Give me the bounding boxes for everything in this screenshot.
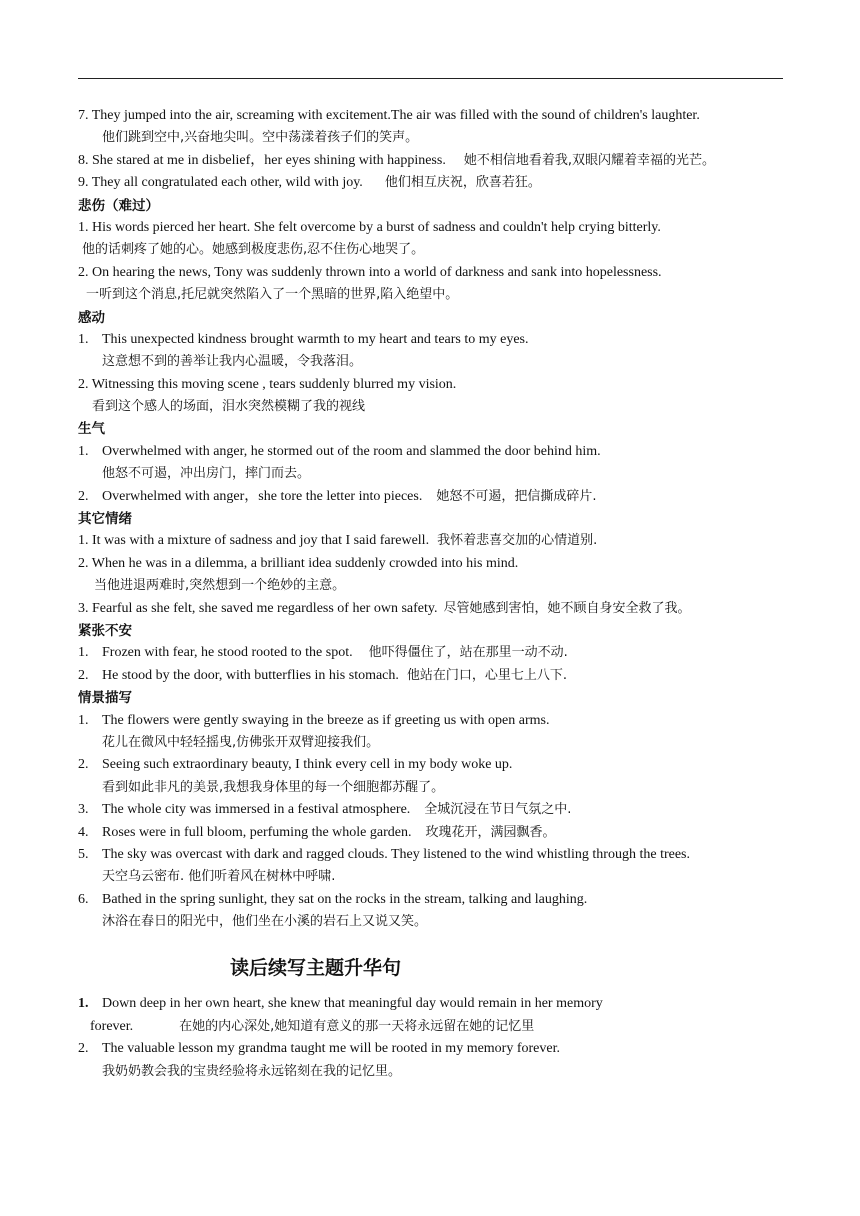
sentence-line: [78, 530, 793, 552]
translation-line: [78, 575, 793, 597]
translation-line: [78, 1061, 793, 1083]
chinese-translation: 看到如此非凡的美景,我想我身体里的每一个细胞都苏醒了。: [102, 779, 445, 795]
section-title-row: [78, 933, 793, 993]
translation-line: [78, 732, 793, 754]
english-sentence: 9. They all congratulated each other, wild with joy.: [78, 175, 363, 191]
item-number: 2.: [78, 488, 89, 504]
item-number: 1.: [78, 645, 89, 661]
chinese-translation: 他的话刺疼了她的心。她感到极度悲伤,忍不住伤心地哭了。: [82, 242, 425, 258]
category-heading: 感动: [78, 309, 105, 326]
item-number: 6.: [78, 891, 89, 907]
english-sentence: Overwhelmed with anger, he stormed out of the room and slammed the door behind him.: [102, 443, 601, 459]
chinese-translation: 全城沉浸在节日气氛之中.: [424, 802, 572, 818]
chinese-translation: 他们相互庆祝，欣喜若狂。: [384, 175, 541, 191]
header-rule: [78, 78, 783, 79]
category-heading: 紧张不安: [78, 622, 132, 639]
english-sentence: Bathed in the spring sunlight, they sat on the rocks in the stream, talking and laughing.: [102, 891, 588, 907]
sentence-line: [78, 553, 793, 575]
english-sentence: 1. His words pierced her heart. She felt overcome by a burst of sadness and couldn't help crying bitterly.: [78, 219, 661, 235]
translation-line: [78, 911, 793, 933]
english-sentence: 8. She stared at me in disbelief，her eyes shining with happiness.: [78, 152, 446, 168]
chinese-translation: 我怀着悲喜交加的心情道别.: [437, 533, 598, 549]
translation-line: [78, 396, 793, 418]
chinese-translation: 在她的内心深处,她知道有意义的那一天将永远留在她的记忆里: [179, 1018, 535, 1034]
category-heading: 情景描写: [78, 690, 132, 707]
sentence-line: [78, 993, 793, 1015]
translation-line: [78, 351, 793, 373]
chinese-translation: 她怒不可遏，把信撕成碎片.: [436, 488, 597, 504]
sentence-line: [78, 217, 793, 239]
item-number: 2.: [78, 1041, 89, 1057]
sentence-line: [78, 486, 793, 508]
english-sentence: 2. Witnessing this moving scene , tears suddenly blurred my vision.: [78, 376, 457, 392]
chinese-translation: 他怒不可遏，冲出房门，摔门而去。: [102, 466, 311, 482]
english-sentence: He stood by the door, with butterflies in his stomach.: [102, 667, 399, 683]
item-number: 2.: [78, 667, 89, 683]
sentence-line: [78, 844, 793, 866]
chinese-translation: 一听到这个消息,托尼就突然陷入了一个黑暗的世界,陷入绝望中。: [86, 287, 459, 303]
translation-line: [78, 239, 793, 261]
sentence-line: [78, 665, 793, 687]
item-number: 5.: [78, 846, 89, 862]
sentence-line: [78, 822, 793, 844]
translation-line: [78, 777, 793, 799]
chinese-translation: 当他进退两难时,突然想到一个绝妙的主意。: [94, 578, 346, 594]
sentence-line: [78, 754, 793, 776]
english-sentence: 1. It was with a mixture of sadness and joy that I said farewell.: [78, 533, 430, 549]
sentence-line: [78, 374, 793, 396]
english-sentence: The whole city was immersed in a festival atmosphere.: [102, 802, 411, 818]
translation-line: [78, 127, 793, 149]
english-sentence: The sky was overcast with dark and ragged clouds. They listened to the wind whistling through the trees.: [102, 846, 690, 862]
chinese-translation: 我奶奶教会我的宝贵经验将永远铭刻在我的记忆里。: [102, 1063, 402, 1079]
english-sentence: Seeing such extraordinary beauty, I think every cell in my body woke up.: [102, 757, 513, 773]
sentence-line: [78, 441, 793, 463]
category-heading: 其它情绪: [78, 511, 132, 528]
english-sentence: Frozen with fear, he stood rooted to the spot.: [102, 645, 353, 661]
sentence-line: [78, 172, 793, 194]
chinese-translation: 尽管她感到害怕，她不顾自身安全救了我。: [443, 600, 691, 616]
sentence-line: [78, 889, 793, 911]
category-heading: 悲伤（难过）: [78, 197, 159, 214]
chinese-translation: 他站在门口，心里七上八下.: [406, 667, 568, 683]
chinese-translation: 这意想不到的善举让我内心温暖，令我落泪。: [102, 354, 363, 370]
sentence-line: [78, 105, 793, 127]
chinese-translation: 花儿在微风中轻轻摇曳,仿佛张开双臂迎接我们。: [102, 734, 380, 750]
chinese-translation: 沐浴在春日的阳光中，他们坐在小溪的岩石上又说又笑。: [102, 914, 428, 930]
translation-line: [78, 463, 793, 485]
english-sentence: Down deep in her own heart, she knew that meaningful day would remain in her memory: [102, 996, 603, 1012]
chinese-translation: 她不相信地看着我,双眼闪耀着幸福的光芒。: [463, 152, 715, 168]
chinese-translation: 天空乌云密布. 他们听着风在树林中呼啸.: [102, 869, 336, 885]
english-sentence: 2. When he was in a dilemma, a brilliant idea suddenly crowded into his mind.: [78, 555, 519, 571]
document-body: [78, 105, 793, 1083]
sentence-line: [78, 710, 793, 732]
item-number: 1.: [78, 712, 89, 728]
english-sentence: 2. On hearing the news, Tony was suddenly thrown into a world of darkness and sank into hopelessness.: [78, 264, 662, 280]
english-sentence: 3. Fearful as she felt, she saved me regardless of her own safety.: [78, 600, 438, 616]
item-number: 1.: [78, 996, 89, 1012]
item-number: 1.: [78, 443, 89, 459]
item-number: 3.: [78, 802, 89, 818]
english-sentence: Roses were in full bloom, perfuming the whole garden.: [102, 824, 412, 840]
sentence-line: [78, 1038, 793, 1060]
sentence-line: [78, 150, 793, 172]
translation-line: [78, 284, 793, 306]
item-number: 2.: [78, 757, 89, 773]
english-sentence: The flowers were gently swaying in the breeze as if greeting us with open arms.: [102, 712, 550, 728]
chinese-translation: 他吓得僵住了，站在那里一动不动.: [368, 645, 568, 661]
category-heading: 生气: [78, 421, 105, 438]
item-number: 4.: [78, 824, 89, 840]
item-number: 1.: [78, 331, 89, 347]
sentence-line: [78, 598, 793, 620]
english-sentence: This unexpected kindness brought warmth to my heart and tears to my eyes.: [102, 331, 529, 347]
translation-line: [78, 866, 793, 888]
sentence-line: [78, 1016, 793, 1038]
sentence-line: [78, 642, 793, 664]
english-sentence: 7. They jumped into the air, screaming with excitement.The air was filled with the sound of children's laughter.: [78, 108, 700, 123]
english-sentence: forever.: [90, 1018, 134, 1034]
chinese-translation: 玫瑰花开，满园飘香。: [425, 824, 556, 840]
chinese-translation: 看到这个感人的场面，泪水突然模糊了我的视线: [92, 399, 366, 415]
english-sentence: The valuable lesson my grandma taught me will be rooted in my memory forever.: [102, 1041, 560, 1057]
english-sentence: Overwhelmed with anger，she tore the letter into pieces.: [102, 488, 423, 504]
section-title: 读后续写主题升华句: [230, 957, 402, 980]
sentence-line: [78, 329, 793, 351]
sentence-line: [78, 262, 793, 284]
sentence-line: [78, 799, 793, 821]
chinese-translation: 他们跳到空中,兴奋地尖叫。空中荡漾着孩子们的笑声。: [102, 130, 419, 146]
